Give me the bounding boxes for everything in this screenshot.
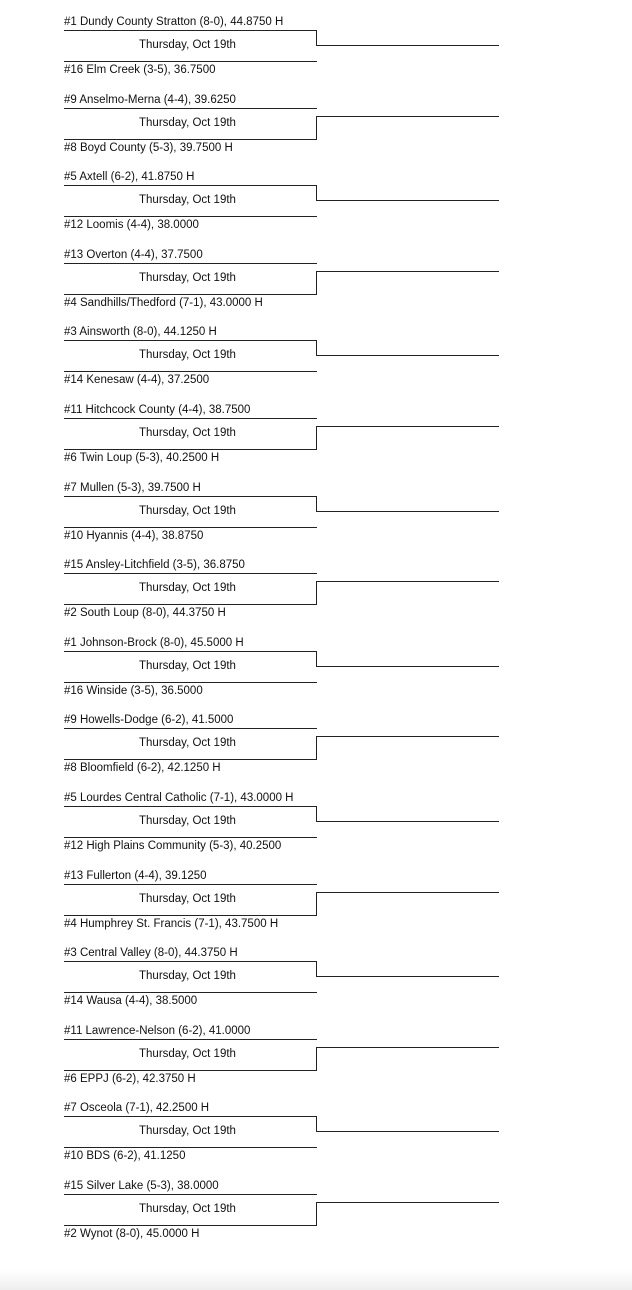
team-bottom-line [64, 449, 317, 450]
bracket-output-line [316, 355, 499, 356]
bracket-connector [316, 496, 317, 512]
team-bottom-label[interactable]: #16 Elm Creek (3-5), 36.7500 [64, 64, 216, 76]
bracket-output-line [316, 1131, 499, 1132]
team-top-label[interactable]: #13 Fullerton (4-4), 39.1250 [64, 869, 207, 882]
game-date-label: Thursday, Oct 19th [139, 39, 236, 51]
game-date-label: Thursday, Oct 19th [139, 504, 236, 517]
team-top-label[interactable]: #9 Anselmo-Merna (4-4), 39.6250 [64, 93, 236, 106]
team-top-line [64, 961, 317, 962]
team-top-label[interactable]: #11 Lawrence-Nelson (6-2), 41.0000 [64, 1024, 251, 1037]
team-bottom-line [64, 527, 317, 528]
game-date-label: Thursday, Oct 19th [139, 271, 236, 284]
team-bottom-line [64, 139, 317, 140]
team-bottom-label[interactable]: #6 EPPJ (6-2), 42.3750 H [64, 1072, 196, 1085]
team-bottom-line [64, 216, 317, 217]
team-top-line [64, 1194, 317, 1195]
bracket-output-line [316, 736, 499, 737]
bracket-output-line [316, 116, 499, 117]
bracket-connector [316, 892, 317, 916]
bracket-connector [316, 30, 317, 46]
team-top-label[interactable]: #1 Johnson-Brock (8-0), 45.5000 H [64, 636, 244, 649]
team-top-line [64, 728, 317, 729]
page-bottom-shadow [0, 1270, 632, 1290]
team-bottom-line [64, 992, 317, 993]
team-top-line [64, 185, 317, 186]
game-date-label: Thursday, Oct 19th [139, 194, 236, 207]
team-bottom-label[interactable]: #10 BDS (6-2), 41.1250 [64, 1150, 186, 1163]
bracket-connector [316, 961, 317, 977]
team-top-label[interactable]: #1 Dundy County Stratton (8-0), 44.8750 H [64, 16, 284, 28]
bracket-connector [316, 185, 317, 201]
team-top-line [64, 496, 317, 497]
team-bottom-label[interactable]: #2 Wynot (8-0), 45.0000 H [64, 1228, 200, 1240]
game-date-label: Thursday, Oct 19th [139, 815, 236, 827]
team-top-line [64, 418, 317, 419]
bracket-output-line [316, 581, 499, 582]
bracket-output-line [316, 511, 499, 512]
game-date-label: Thursday, Oct 19th [139, 737, 236, 750]
bracket-connector [316, 426, 317, 450]
team-bottom-label[interactable]: #12 Loomis (4-4), 38.0000 [64, 219, 199, 232]
bracket-output-line [316, 821, 499, 822]
team-bottom-line [64, 837, 317, 838]
game-date-label: Thursday, Oct 19th [139, 427, 236, 439]
team-top-label[interactable]: #7 Osceola (7-1), 42.2500 H [64, 1102, 210, 1115]
bracket-output-line [316, 666, 499, 667]
team-top-line [64, 263, 317, 264]
bracket-connector [316, 271, 317, 295]
bracket-connector [316, 1047, 317, 1071]
team-top-label[interactable]: #3 Central Valley (8-0), 44.3750 H [64, 947, 238, 960]
team-bottom-line [64, 294, 317, 295]
team-top-line [64, 806, 317, 807]
team-top-line [64, 884, 317, 885]
game-date-label: Thursday, Oct 19th [139, 116, 236, 129]
bracket-output-line [316, 1047, 499, 1048]
team-top-line [64, 573, 317, 574]
team-top-line [64, 30, 317, 31]
team-top-label[interactable]: #5 Lourdes Central Catholic (7-1), 43.0000 H [64, 792, 294, 804]
team-bottom-line [64, 915, 317, 916]
team-bottom-label[interactable]: #12 High Plains Community (5-3), 40.2500 [64, 840, 282, 852]
bracket-output-line [316, 1202, 499, 1203]
game-date-label: Thursday, Oct 19th [139, 1125, 236, 1138]
team-bottom-line [64, 371, 317, 372]
team-bottom-label[interactable]: #8 Boyd County (5-3), 39.7500 H [64, 141, 233, 154]
team-bottom-label[interactable]: #16 Winside (3-5), 36.5000 [64, 684, 203, 697]
team-bottom-line [64, 1147, 317, 1148]
team-top-label[interactable]: #7 Mullen (5-3), 39.7500 H [64, 481, 201, 494]
game-date-label: Thursday, Oct 19th [139, 582, 236, 595]
game-date-label: Thursday, Oct 19th [139, 970, 236, 983]
team-bottom-line [64, 682, 317, 683]
team-top-line [64, 108, 317, 109]
team-top-label[interactable]: #13 Overton (4-4), 37.7500 [64, 248, 203, 261]
team-bottom-line [64, 759, 317, 760]
team-bottom-line [64, 61, 317, 62]
bracket-connector [316, 340, 317, 356]
bracket-connector [316, 1202, 317, 1226]
bracket-output-line [316, 271, 499, 272]
bracket-connector [316, 1116, 317, 1132]
bracket-connector [316, 116, 317, 140]
bracket-output-line [316, 892, 499, 893]
game-date-label: Thursday, Oct 19th [139, 659, 236, 672]
game-date-label: Thursday, Oct 19th [139, 892, 236, 905]
team-top-line [64, 1039, 317, 1040]
game-date-label: Thursday, Oct 19th [139, 1203, 236, 1215]
team-bottom-label[interactable]: #6 Twin Loup (5-3), 40.2500 H [64, 452, 220, 464]
team-bottom-label[interactable]: #8 Bloomfield (6-2), 42.1250 H [64, 762, 221, 775]
bracket-connector [316, 736, 317, 760]
bracket-output-line [316, 426, 499, 427]
team-top-label[interactable]: #5 Axtell (6-2), 41.8750 H [64, 171, 195, 184]
bracket-connector [316, 581, 317, 605]
team-bottom-label[interactable]: #2 South Loup (8-0), 44.3750 H [64, 607, 226, 620]
bracket-output-line [316, 45, 499, 46]
team-top-label[interactable]: #9 Howells-Dodge (6-2), 41.5000 [64, 714, 234, 727]
game-date-label: Thursday, Oct 19th [139, 1047, 236, 1060]
bracket-connector [316, 651, 317, 667]
team-top-line [64, 1116, 317, 1117]
team-top-label[interactable]: #11 Hitchcock County (4-4), 38.7500 [64, 404, 251, 416]
team-top-label[interactable]: #3 Ainsworth (8-0), 44.1250 H [64, 326, 217, 339]
bracket-output-line [316, 200, 499, 201]
game-date-label: Thursday, Oct 19th [139, 349, 236, 362]
team-top-line [64, 340, 317, 341]
team-top-line [64, 651, 317, 652]
team-bottom-line [64, 604, 317, 605]
team-bottom-label[interactable]: #10 Hyannis (4-4), 38.8750 [64, 529, 204, 542]
team-bottom-label[interactable]: #14 Wausa (4-4), 38.5000 [64, 995, 198, 1008]
team-top-label[interactable]: #15 Ansley-Litchfield (3-5), 36.8750 [64, 559, 245, 572]
team-bottom-line [64, 1225, 317, 1226]
bracket-output-line [316, 976, 499, 977]
team-bottom-label[interactable]: #4 Sandhills/Thedford (7-1), 43.0000 H [64, 296, 263, 309]
team-bottom-label[interactable]: #14 Kenesaw (4-4), 37.2500 [64, 374, 210, 387]
team-top-label[interactable]: #15 Silver Lake (5-3), 38.0000 [64, 1180, 219, 1192]
team-bottom-label[interactable]: #4 Humphrey St. Francis (7-1), 43.7500 H [64, 917, 279, 930]
team-bottom-line [64, 1070, 317, 1071]
bracket-connector [316, 806, 317, 822]
